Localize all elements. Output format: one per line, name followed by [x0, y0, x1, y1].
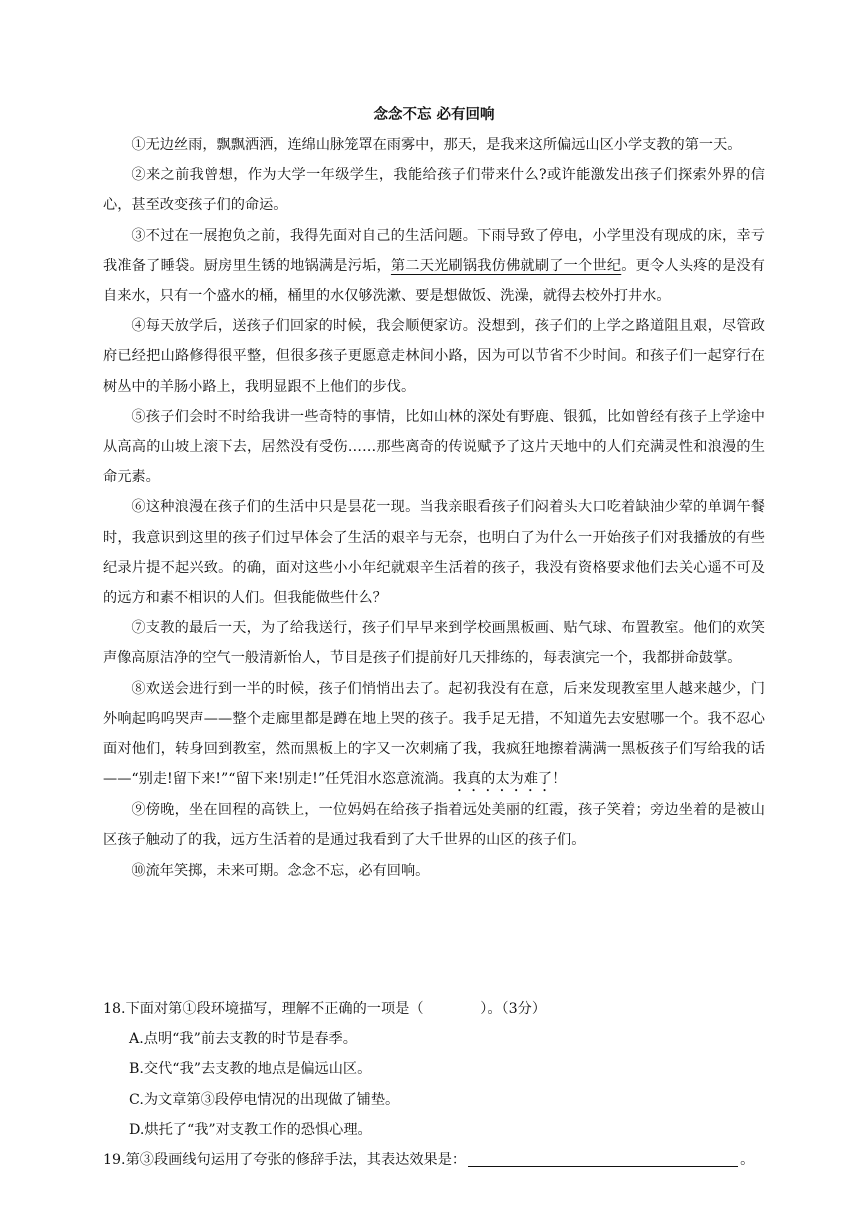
underlined-sentence: 第二天光刷锅我仿佛就刷了一个世纪 — [390, 257, 622, 274]
answer-blank[interactable] — [468, 1150, 738, 1167]
paragraph-7: ⑦支教的最后一天，为了给我送行，孩子们早早来到学校画黑板画、贴气球、布置教室。他们的欢笑声像高原洁净的空气一般清新怡人，节目是孩子们提前好几天排练的，每表演完一个，我都拼命鼓掌。 — [103, 620, 765, 667]
question-18-option-d: D.烘托了“我”对支教工作的恐惧心理。 — [129, 1121, 372, 1138]
paragraph-8-text-b: ！ — [552, 771, 567, 788]
question-18-option-b: B.交代“我”去支教的地点是偏远山区。 — [129, 1061, 372, 1078]
paragraph-10: ⑩流年笑掷，未来可期。念念不忘，必有回响。 — [131, 862, 430, 879]
dotted-sentence: 我真的太为难了 — [452, 771, 553, 788]
paragraph-3-text-a: ③不过在一展抱负之前，我得先面对自己的生活问题。下雨导致了停电，小学里没有现成的床，幸亏我准备了睡袋。厨房里生锈的地锅满是污垢， — [103, 227, 765, 274]
paragraph-4: ④每天放学后，送孩子们回家的时候，我会顺便家访。没想到，孩子们的上学之路道阻且艰，尽管政府已经把山路修得很平整，但很多孩子更愿意走林间小路，因为可以节省不少时间。和孩子们一起穿行在树丛中的羊肠小路上，我明显跟不上他们的步伐。 — [103, 318, 765, 395]
question-18-option-c: C.为文章第③段停电情况的出现做了铺垫。 — [129, 1091, 400, 1108]
paragraph-5: ⑤孩子们会时不时给我讲一些奇特的事情，比如山林的深处有野鹿、银狐，比如曾经有孩子上学途中从高高的山坡上滚下去，居然没有受伤……那些离奇的传说赋予了这片天地中的人们充满灵性和浪漫的生命元素。 — [103, 408, 765, 486]
questions-section — [103, 994, 773, 1175]
paragraph-1: ①无边丝雨，飘飘洒洒，连绵山脉笼罩在雨雾中，那天，是我来这所偏远山区小学支教的第一天。 — [131, 137, 742, 153]
paragraph-9: ⑨傍晚，坐在回程的高铁上，一位妈妈在给孩子指着远处美丽的红霞，孩子笑着；旁边坐着的是被山区孩子触动了的我，远方生活着的是通过我看到了大千世界的山区的孩子们。 — [103, 802, 765, 849]
question-19-end: 。 — [740, 1152, 755, 1169]
paragraph-6: ⑥这种浪漫在孩子们的生活中只是昙花一现。当我亲眼看孩子们闷着头大口吃着缺油少荤的单调午餐时，我意识到这里的孩子们过早体会了生活的艰辛与无奈，也明白了为什么一开始孩子们对我播放的有些纪录片提不起兴致。的确，面对这些小小年纪就艰辛生活着的孩子，我没有资格要求他们去关心遥不可及的远方和素不相识的人们。但我能做些什么？ — [103, 499, 765, 607]
article-title: 念念不忘 必有回响 — [373, 107, 495, 123]
question-19-text: 19.第③段画线句运用了夸张的修辞手法，其表达效果是： — [103, 1152, 467, 1169]
article-body — [103, 130, 765, 886]
question-18: 18.下面对第①段环境描写，理解不正确的一项是（ ）。（3分） — [103, 1001, 547, 1017]
question-19 — [103, 1145, 773, 1175]
paragraph-2: ②来之前我曾想，作为大学一年级学生，我能给孩子们带来什么?或许能激发出孩子们探索外界的信心，甚至改变孩子们的命运。 — [103, 167, 765, 214]
question-18-option-a: A.点明“我”前去支教的时节是春季。 — [129, 1031, 357, 1048]
paragraph-3-text-b: 。更令人头疼的是没有自来水，只有一个盛水的桶，桶里的水仅够洗漱、要是想做饭、洗澡，就得去校外打井水。 — [103, 257, 765, 305]
paragraph-8 — [103, 674, 765, 796]
paragraph-8-text-a: ⑧欢送会进行到一半的时候，孩子们悄悄出去了。起初我没有在意，后来发现教室里人越来越少，门外响起呜呜哭声——整个走廊里都是蹲在地上哭的孩子。我手足无措，不知道先去安慰哪一个。我不忍心面对他们，转身回到教室，然而黑板上的字又一次刺痛了我，我疯狂地擦着满满一黑板孩子们写给我的话——“别走!留下来!”“留下来!别走!”任凭泪水恣意流淌。 — [103, 680, 765, 788]
paragraph-3 — [103, 221, 765, 312]
